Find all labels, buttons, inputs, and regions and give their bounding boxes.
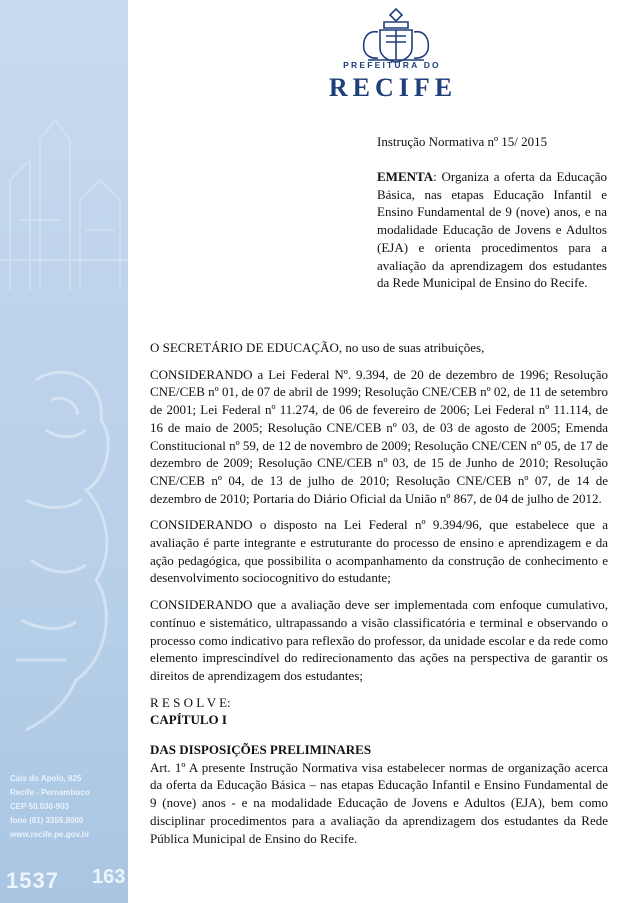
resolve-heading: R E S O L V E: xyxy=(150,694,231,710)
coat-of-arms-icon xyxy=(356,6,436,64)
letterhead-title: RECIFE xyxy=(328,73,458,102)
letterhead-side-band xyxy=(0,0,128,903)
ementa-block xyxy=(377,168,607,292)
address-line: Recife - Pernambuco xyxy=(10,788,90,797)
section-heading: DAS DISPOSIÇÕES PRELIMINARES xyxy=(150,742,372,758)
considerando-paragraph-3: CONSIDERANDO que a avaliação deve ser implementada com enfoque cumulativo, contínuo e sistemático, ultrapassando a visão classificatória e terminal e observando o processo como indicativo para reflexão do professor, da unidade escolar e da rede como elemento imprescindível do redirecionamento das ações na perspectiva de garantir os direitos de aprendizagem dos estudantes; xyxy=(150,597,608,683)
letterhead-subtitle: PREFEITURA DO xyxy=(343,60,441,70)
city-silhouette-illustration xyxy=(0,60,128,300)
instruction-title: Instrução Normativa nº 15/ 2015 xyxy=(377,134,548,149)
founding-year-right: 163 xyxy=(92,866,126,888)
document-body xyxy=(150,339,608,856)
website-line: www.recife.pe.gov.br xyxy=(10,830,90,839)
opening-paragraph: O SECRETÁRIO DE EDUCAÇÃO, no uso de suas atribuições, xyxy=(150,340,485,355)
ementa-text: : Organiza a oferta da Educação Básica, nas etapas Educação Infantil e Ensino Fundamental de 9 (nove) anos, e na modalidade Educação de Jovens e Adultos (EJA) e orienta procedimentos para a avaliação da aprendizagem dos estudantes da Rede Municipal de Ensino do Recife. xyxy=(377,169,607,291)
ementa-label: EMENTA xyxy=(377,169,434,184)
founding-year-left: 1537 xyxy=(6,868,59,893)
article-1-paragraph: Art. 1º A presente Instrução Normativa visa estabelecer normas de organização acerca da oferta da Educação Básica – nas etapas Educação Infantil e Ensino Fundamental de 9 (nove) anos - e na modalidade Educação de Jovens e Adultos (EJA), bem como disciplinar procedimentos para a avaliação da aprendizagem dos estudantes da Rede Pública Municipal de Ensino do Recife. xyxy=(150,759,608,846)
address-line: CEP 50.030-903 xyxy=(10,802,70,811)
chapter-heading: CAPÍTULO I xyxy=(150,712,227,728)
considerando-paragraph-2: CONSIDERANDO o disposto na Lei Federal nº 9.394/96, que estabelece que a avaliação é parte integrante e estruturante do processo de ensino e aprendizagem e da ação pedagógica, que possibilita o acompanhamento da construção de conhecimento e desenvolvimento sociocognitivo do estudante; xyxy=(150,517,608,586)
lion-emblem-illustration xyxy=(6,360,126,740)
considerando-paragraph-1: CONSIDERANDO a Lei Federal Nº. 9.394, de 20 de dezembro de 1996; Resolução CNE/CEB nº 01, de 07 de abril de 1999; Resolução CNE/CEB nº 02, de 11 de setembro de 2001; Lei Federal nº 11.274, de 06 de fevereiro de 2006; Lei Federal nº 11.114, de 16 de maio de 2005; Resolução CNE/CEB nº 03, de 03 de agosto de 2005; Emenda Constitucional nº 59, de 12 de novembro de 2009; Resolução CNE/CEN nº 05, de 17 de dezembro de 2009; Resolução CNE/CEB nº 03, de 15 de Junho de 2010; Resolução CNE/CEB nº 04, de 13 de julho de 2010; Resolução CNE/CEB nº 07, de 14 de dezembro de 2010; Portaria do Diário Oficial da União nº 867, de 04 de julho de 2012. xyxy=(150,366,608,506)
address-block xyxy=(10,772,125,842)
address-line: fone (81) 3355.8000 xyxy=(10,816,84,825)
address-line: Cais do Apolo, 925 xyxy=(10,774,82,783)
